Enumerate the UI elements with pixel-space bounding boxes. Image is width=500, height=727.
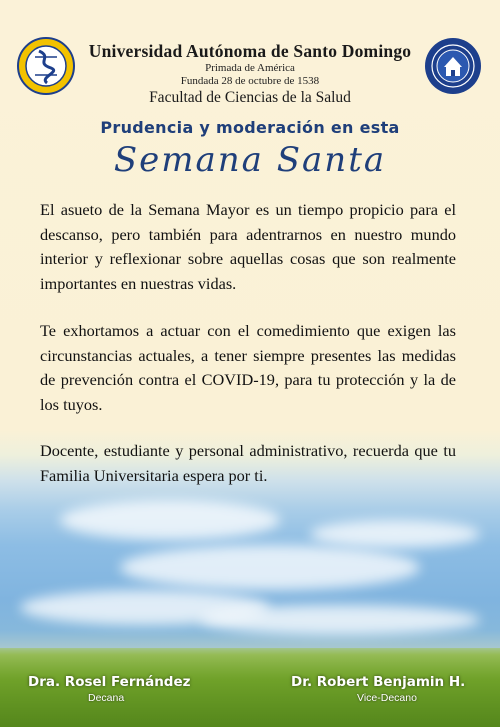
signature-left-role: Decana [88,692,125,704]
subtitle-primada: Primada de América [205,62,295,74]
cloud [310,520,480,548]
faculty-name: Facultad de Ciencias de la Salud [149,89,351,106]
cloud [200,605,480,635]
cloud [120,545,420,590]
signature-left-name: Dra. Rosel Fernández [28,674,191,690]
paragraph-2: Te exhortamos a actuar con el comedimiento que exigen las circunstancias actuales, a tener siempre presentes las medidas de prevención contra el COVID-19, para tu protección y la de los tuyos. [40,321,456,414]
script-title: Semana Santa [113,140,387,180]
university-name: Universidad Autónoma de Santo Domingo [88,41,412,61]
signature-right-name: Dr. Robert Benjamin H. [291,674,466,690]
signature-right-role: Vice-Decano [357,692,417,704]
paragraph-3: Docente, estudiante y personal administrativo, recuerda que tu Familia Universitaria espera por ti. [40,441,456,485]
cloud [60,500,280,540]
subtitle-founded: Fundada 28 de octubre de 1538 [180,75,320,87]
headline: Prudencia y moderación en esta [100,118,400,137]
paragraph-1: El asueto de la Semana Mayor es un tiempo propicio para el descanso, pero también para adentrarnos en nuestro mundo interior y reflexionar sobre aquellas cosas que son realmente importantes en nuestras vidas. [40,200,456,293]
